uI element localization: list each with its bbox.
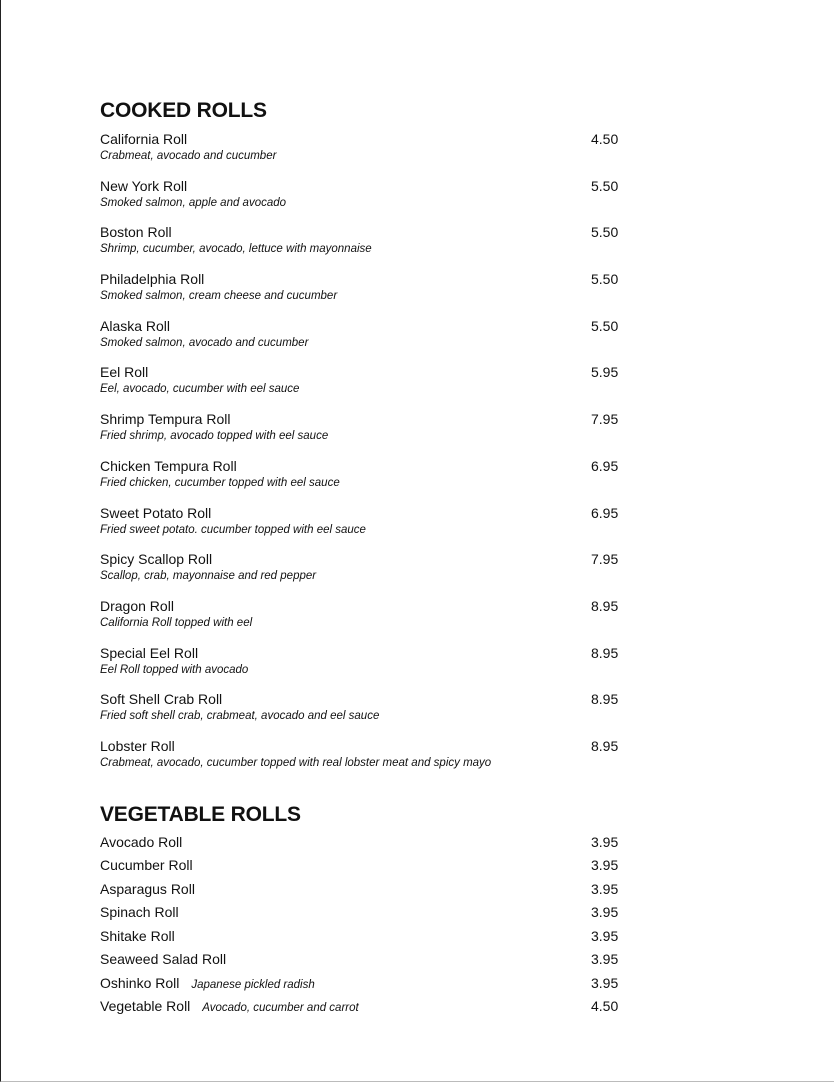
item-name: Vegetable Roll <box>100 998 191 1015</box>
item-name-line <box>100 833 182 851</box>
item-description: Eel Roll topped with avocado <box>100 663 249 676</box>
item-name-line <box>100 903 179 921</box>
item-price: 4.50 <box>591 131 619 147</box>
item-name: Spicy Scallop Roll <box>100 551 213 568</box>
item-name: Alaska Roll <box>100 317 171 334</box>
item-price: 5.50 <box>591 177 619 194</box>
item-price: 3.95 <box>591 880 619 897</box>
item-name-line <box>100 974 315 994</box>
menu-item <box>100 130 630 177</box>
menu-item <box>100 550 630 597</box>
item-name: Lobster Roll <box>100 737 175 754</box>
item-price: 3.95 <box>591 927 619 944</box>
item-price: 8.95 <box>591 597 619 614</box>
item-description: Avocado, cucumber and carrot <box>202 1002 359 1015</box>
menu-item <box>100 597 630 644</box>
menu-item <box>100 974 630 998</box>
cooked-rolls-heading: COOKED ROLLS <box>100 99 267 122</box>
menu-item <box>100 223 630 270</box>
item-name: Philadelphia Roll <box>100 271 205 288</box>
menu-item <box>100 363 630 410</box>
cooked-rolls-list <box>100 130 630 784</box>
item-description: Smoked salmon, avocado and cucumber <box>100 336 309 349</box>
menu-item <box>100 856 630 880</box>
menu-item <box>100 644 630 691</box>
item-description: Japanese pickled radish <box>191 978 315 991</box>
item-description: Eel, avocado, cucumber with eel sauce <box>100 383 300 396</box>
menu-item <box>100 880 630 904</box>
item-price: 4.50 <box>591 998 619 1015</box>
item-name: California Roll <box>100 131 188 147</box>
menu-item <box>100 950 630 974</box>
menu-item <box>100 177 630 224</box>
item-price: 5.50 <box>591 224 619 241</box>
menu-item <box>100 317 630 364</box>
item-description: Fried soft shell crab, crabmeat, avocado and eel sauce <box>100 710 380 723</box>
item-price: 8.95 <box>591 737 619 754</box>
item-description: Scallop, crab, mayonnaise and red pepper <box>100 570 317 583</box>
menu-item <box>100 997 630 1021</box>
item-price: 7.95 <box>591 411 619 428</box>
menu-item <box>100 504 630 551</box>
item-price: 6.95 <box>591 504 619 521</box>
vegetable-rolls-section <box>100 800 630 1021</box>
item-description: Fried chicken, cucumber topped with eel sauce <box>100 476 340 489</box>
item-name: Shrimp Tempura Roll <box>100 411 231 428</box>
item-name-line <box>100 856 193 874</box>
menu-content <box>100 96 630 1021</box>
item-description: Fried shrimp, avocado topped with eel sauce <box>100 430 329 443</box>
vegetable-rolls-heading: VEGETABLE ROLLS <box>100 802 301 826</box>
item-name: Soft Shell Crab Roll <box>100 691 223 708</box>
item-description: Shrimp, cucumber, avocado, lettuce with mayonnaise <box>100 243 372 256</box>
item-description: Crabmeat, avocado, cucumber topped with real lobster meat and spicy mayo <box>100 756 492 769</box>
cooked-rolls-section <box>100 96 630 784</box>
item-name: Dragon Roll <box>100 597 174 614</box>
item-description: Smoked salmon, apple and avocado <box>100 196 287 209</box>
item-name: Seaweed Salad Roll <box>100 951 227 968</box>
item-name: Eel Roll <box>100 364 149 381</box>
menu-item <box>100 457 630 504</box>
item-description: Crabmeat, avocado and cucumber <box>100 150 277 162</box>
item-name-line <box>100 950 226 968</box>
item-name: Asparagus Roll <box>100 880 195 897</box>
item-price: 3.95 <box>591 974 619 991</box>
menu-item <box>100 903 630 927</box>
item-price: 8.95 <box>591 691 619 708</box>
item-name-line <box>100 997 359 1017</box>
item-name-line <box>100 880 195 898</box>
item-name: Spinach Roll <box>100 904 179 921</box>
item-description: Smoked salmon, cream cheese and cucumber <box>100 290 338 303</box>
item-price: 7.95 <box>591 551 619 568</box>
item-price: 6.95 <box>591 457 619 474</box>
item-name: Boston Roll <box>100 224 172 241</box>
menu-item <box>100 833 630 857</box>
item-price: 5.50 <box>591 317 619 334</box>
item-price: 5.50 <box>591 271 619 288</box>
item-price: 3.95 <box>591 857 619 874</box>
item-description: Fried sweet potato. cucumber topped with eel sauce <box>100 523 366 536</box>
item-price: 3.95 <box>591 951 619 968</box>
item-name: Cucumber Roll <box>100 857 193 874</box>
menu-item <box>100 410 630 457</box>
item-name-line <box>100 927 175 945</box>
item-name: Chicken Tempura Roll <box>100 457 237 474</box>
item-name: Avocado Roll <box>100 833 183 850</box>
menu-item <box>100 270 630 317</box>
item-name: Special Eel Roll <box>100 644 199 661</box>
item-name: New York Roll <box>100 177 188 194</box>
vegetable-rolls-list <box>100 833 630 1021</box>
menu-item <box>100 927 630 951</box>
item-price: 3.95 <box>591 833 619 850</box>
menu-item <box>100 690 630 737</box>
item-name: Oshinko Roll <box>100 974 180 991</box>
item-name: Sweet Potato Roll <box>100 504 212 521</box>
item-description: California Roll topped with eel <box>100 616 253 629</box>
item-price: 3.95 <box>591 904 619 921</box>
item-price: 8.95 <box>591 644 619 661</box>
menu-item <box>100 737 630 784</box>
item-name: Shitake Roll <box>100 927 175 944</box>
item-price: 5.95 <box>591 364 619 381</box>
